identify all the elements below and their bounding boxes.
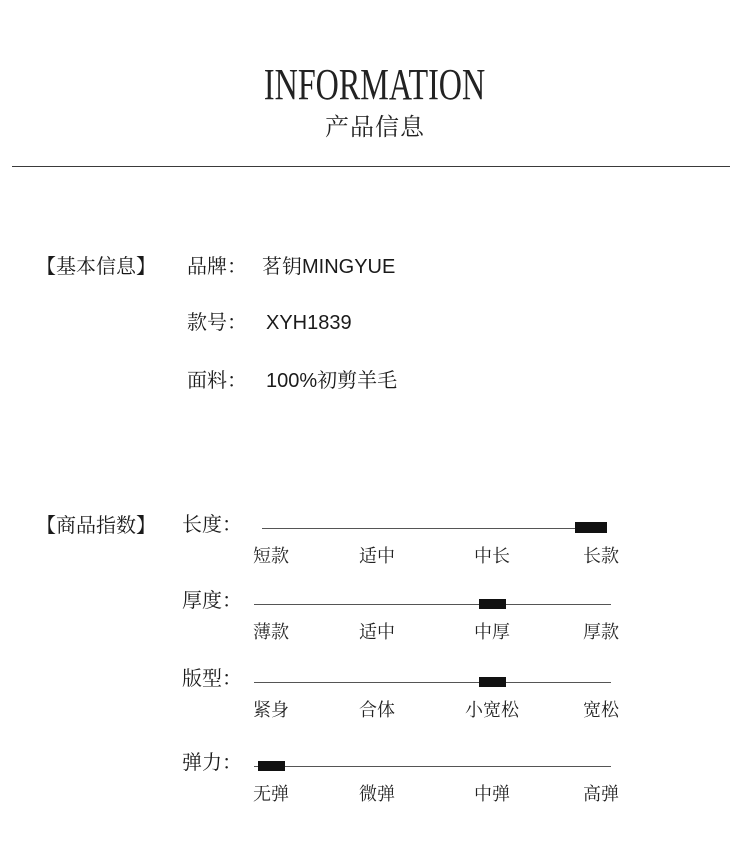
elasticity-option: 微弹 [359,784,395,804]
header-divider [12,166,730,167]
elasticity-track [254,766,611,767]
fit-index-row [0,668,750,728]
style-number-value: XYH1839 [266,312,352,334]
elasticity-option: 高弹 [583,784,619,804]
material-label: 面料： [187,370,247,392]
title-cn: 产品信息 [325,114,425,141]
brand-label: 品牌： [187,256,247,278]
elasticity-label: 弹力： [182,752,242,774]
thickness-option: 适中 [359,622,395,642]
length-track [262,528,607,529]
style-number-label: 款号： [187,312,247,334]
thickness-index-row [0,590,750,650]
product-index-heading: 【商品指数】 [36,515,156,537]
thickness-track [254,604,611,605]
length-marker [575,522,607,533]
length-option: 长款 [583,546,619,566]
thickness-option: 厚款 [583,622,619,642]
material-value: 100%初剪羊毛 [266,370,398,392]
fit-option: 紧身 [253,700,289,720]
fit-option: 宽松 [583,700,619,720]
brand-value: 茗钥MINGYUE [262,256,396,278]
title-en: INFORMATION [264,60,486,109]
fit-track [254,682,611,683]
fit-marker [479,677,506,687]
thickness-option: 中厚 [474,622,510,642]
elasticity-index-row [0,752,750,812]
basic-info-heading: 【基本信息】 [36,256,156,278]
length-option: 中长 [474,546,510,566]
fit-option: 合体 [359,700,395,720]
length-option: 短款 [253,546,289,566]
thickness-label: 厚度： [182,590,242,612]
fit-label: 版型： [182,668,242,690]
length-option: 适中 [359,546,395,566]
elasticity-option: 无弹 [253,784,289,804]
length-index-row [0,514,750,574]
length-label: 长度： [182,514,242,536]
thickness-marker [479,599,506,609]
elasticity-option: 中弹 [474,784,510,804]
thickness-option: 薄款 [253,622,289,642]
title-en-wrapper [0,60,750,109]
fit-option: 小宽松 [465,700,519,720]
elasticity-marker [258,761,285,771]
